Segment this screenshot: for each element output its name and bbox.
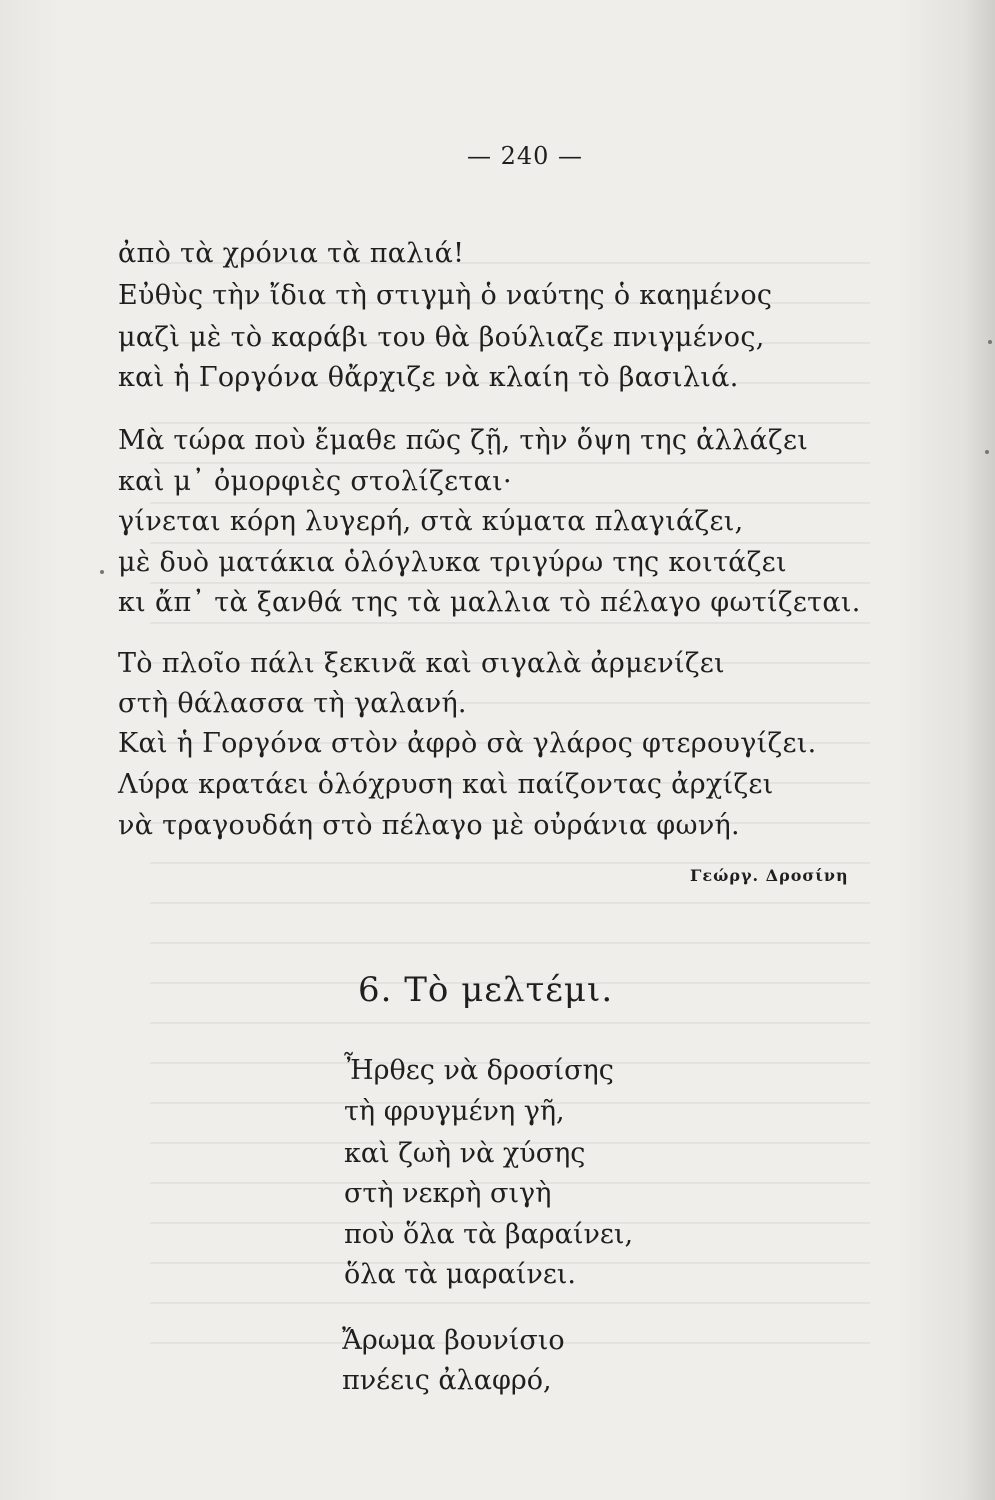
paper-speck bbox=[988, 340, 992, 344]
section-line: Ἦρθες νὰ δροσίσης bbox=[344, 1055, 614, 1086]
poem-line: μαζὶ μὲ τὸ καράβι του θὰ βούλιαζε πνιγμένος, bbox=[118, 322, 765, 353]
section-title: 6. Τὸ μελτέμι. bbox=[358, 970, 614, 1010]
section-line: τὴ φρυγμένη γῆ, bbox=[344, 1096, 565, 1127]
poem-line: Μὰ τώρα ποὺ ἔμαθε πῶς ζῇ, τὴν ὄψη της ἀλλάζει bbox=[118, 425, 809, 456]
section-line: στὴ νεκρὴ σιγὴ bbox=[344, 1178, 552, 1209]
poem-line: καὶ ἡ Γοργόνα θἄρχιζε νὰ κλαίη τὸ βασιλιά. bbox=[118, 362, 739, 393]
paper-speck bbox=[100, 570, 104, 574]
section-line: ὅλα τὰ μαραίνει. bbox=[344, 1259, 576, 1290]
poem-line: ἀπὸ τὰ χρόνια τὰ παλιά! bbox=[118, 238, 465, 269]
poem-line: γίνεται κόρη λυγερή, στὰ κύματα πλαγιάζει, bbox=[118, 506, 744, 537]
section-line: καὶ ζωὴ νὰ χύσης bbox=[344, 1138, 586, 1169]
poem-line: Εὐθὺς τὴν ἴδια τὴ στιγμὴ ὁ ναύτης ὁ καημένος bbox=[118, 280, 773, 311]
page-number: — 240 — bbox=[466, 142, 584, 170]
poem-line: Λύρα κρατάει ὁλόχρυση καὶ παίζοντας ἀρχίζει bbox=[118, 769, 774, 800]
poem-line: Καὶ ἡ Γοργόνα στὸν ἀφρὸ σὰ γλάρος φτερουγίζει. bbox=[118, 728, 817, 759]
poem-line: νὰ τραγουδάη στὸ πέλαγο μὲ οὐράνια φωνή. bbox=[118, 810, 740, 841]
poem-line: καὶ μ᾽ ὀμορφιὲς στολίζεται· bbox=[118, 466, 512, 497]
paper-speck bbox=[985, 450, 989, 454]
poem-line: Τὸ πλοῖο πάλι ξεκινᾶ καὶ σιγαλὰ ἀρμενίζει bbox=[118, 648, 725, 679]
section-line: ποὺ ὅλα τὰ βαραίνει, bbox=[344, 1219, 634, 1250]
poem-line: κι ἄπ᾽ τὰ ξανθά της τὰ μαλλια τὸ πέλαγο φωτίζεται. bbox=[118, 587, 861, 618]
section-line: πνέεις ἀλαφρό, bbox=[342, 1365, 552, 1396]
poem-line: στὴ θάλασσα τὴ γαλανή. bbox=[118, 688, 467, 719]
poem-line: μὲ δυὸ ματάκια ὁλόγλυκα τριγύρω της κοιτάζει bbox=[118, 547, 787, 578]
poem-signature: Γεώργ. Δροσίνη bbox=[690, 866, 849, 885]
section-line: Ἄρωμα βουνίσιο bbox=[342, 1325, 565, 1356]
